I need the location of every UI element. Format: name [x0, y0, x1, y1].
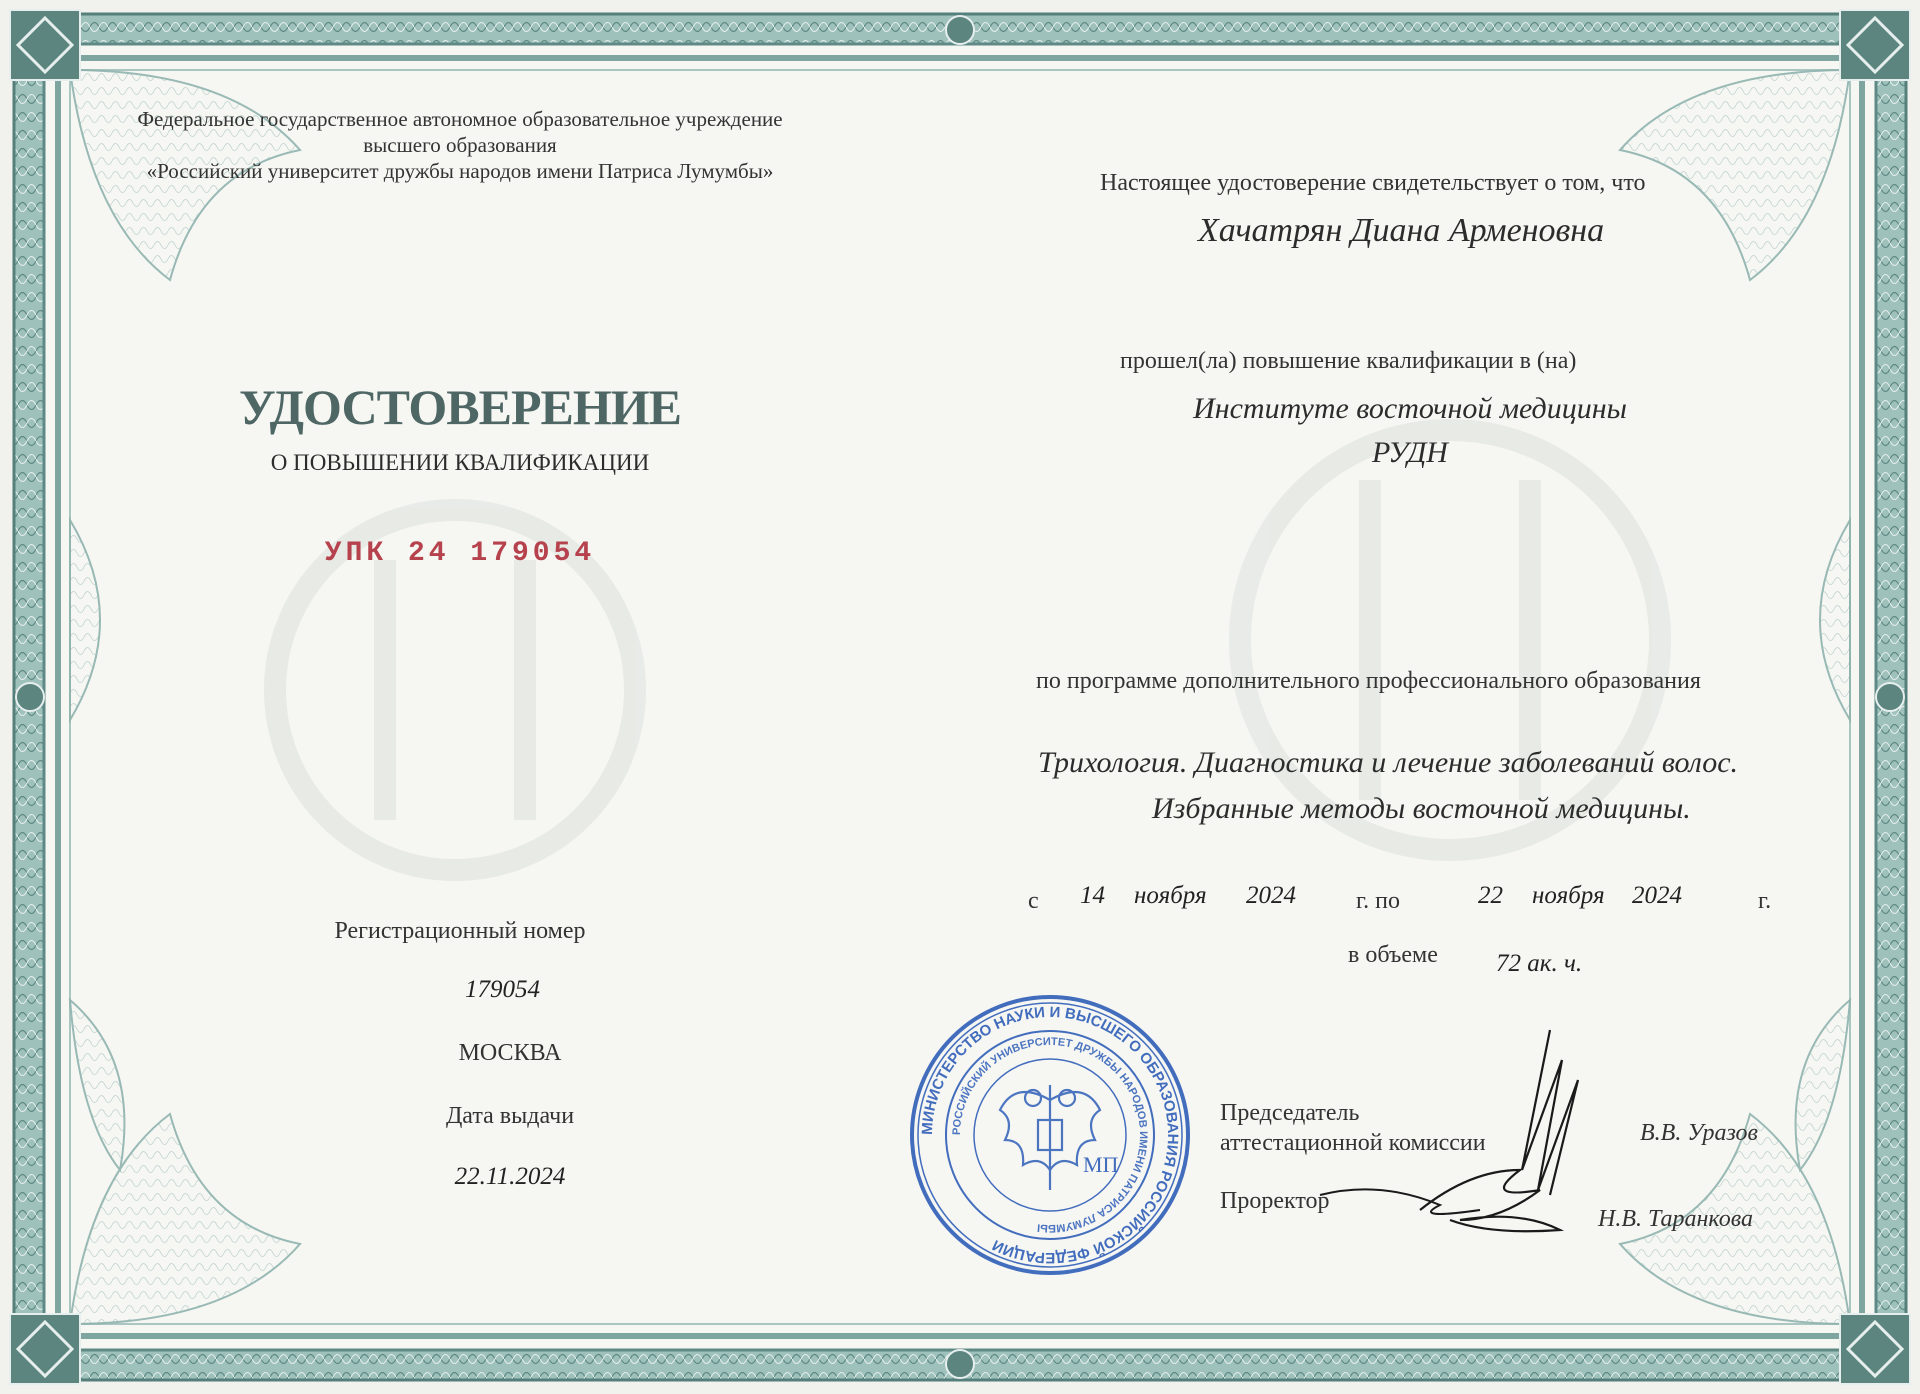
signature-marks	[1300, 1020, 1660, 1260]
date-from-day: 14	[1080, 882, 1105, 909]
date-to-prefix: г. по	[1356, 888, 1400, 914]
certificate-intro: Настоящее удостоверение свидетельствует о том, что	[1100, 170, 1646, 196]
prorector-label: Проректор	[1220, 1188, 1330, 1214]
chair-name: В.В. Уразов	[1640, 1120, 1758, 1146]
document-title: УДОСТОВЕРЕНИЕ	[239, 379, 681, 435]
issue-date-label: Дата выдачи	[445, 1103, 575, 1129]
stamp-ring-path: МИНИСТЕРСТВО НАУКИ И ВЫСШЕГО ОБРАЗОВАНИЯ РОССИЙСКОЙ ФЕДЕРАЦИИ	[918, 1003, 1182, 1267]
passed-text: прошел(ла) повышение квалификации в (на)	[1120, 348, 1577, 374]
date-to-month: ноября	[1532, 882, 1605, 909]
institution-line-1: Федеральное государственное автономное образовательное учреждение	[137, 107, 783, 131]
program-label: по программе дополнительного профессионального образования	[1036, 668, 1701, 694]
chair-label-line-1: Председатель	[1220, 1100, 1360, 1126]
official-stamp	[905, 990, 1195, 1280]
chair-label-line-2: аттестационной комиссии	[1220, 1130, 1486, 1156]
holder-name: Хачатрян Диана Арменовна	[1198, 212, 1605, 249]
volume-label: в объеме	[1348, 942, 1438, 968]
institution-block	[110, 106, 810, 184]
organization-line-1: Институте восточной медицины	[1193, 392, 1627, 425]
registration-number: 179054	[465, 976, 540, 1003]
serial-number: УПК 24 179054	[324, 538, 596, 569]
city: МОСКВА	[458, 1040, 562, 1066]
document-subtitle: О ПОВЫШЕНИИ КВАЛИФИКАЦИИ	[270, 450, 650, 475]
program-line-1: Трихология. Диагностика и лечение заболеваний волос.	[1038, 746, 1739, 779]
issue-date: 22.11.2024	[454, 1163, 566, 1190]
organization-line-2: РУДН	[1372, 436, 1448, 469]
institution-line-3: «Российский университет дружбы народов имени Патриса Лумумбы»	[146, 159, 774, 183]
institution-line-2: высшего образования	[363, 133, 557, 157]
prorector-name: Н.В. Таранкова	[1598, 1206, 1753, 1232]
date-from-month: ноября	[1134, 882, 1207, 909]
stamp-mp-label: МП	[1083, 1152, 1119, 1177]
program-line-2: Избранные методы восточной медицины.	[1152, 792, 1691, 825]
stamp-inner-path: РОССИЙСКИЙ УНИВЕРСИТЕТ ДРУЖБЫ НАРОДОВ ИМЕНИ ПАТРИСА ЛУМУМБЫ	[950, 1035, 1150, 1235]
volume-value: 72 ак. ч.	[1496, 950, 1583, 977]
date-to-day: 22	[1478, 882, 1503, 909]
date-from-year: 2024	[1246, 882, 1296, 909]
date-from-prefix: с	[1028, 888, 1039, 914]
date-year-suffix: г.	[1758, 888, 1772, 914]
registration-label: Регистрационный номер	[334, 918, 586, 944]
date-to-year: 2024	[1632, 882, 1682, 909]
